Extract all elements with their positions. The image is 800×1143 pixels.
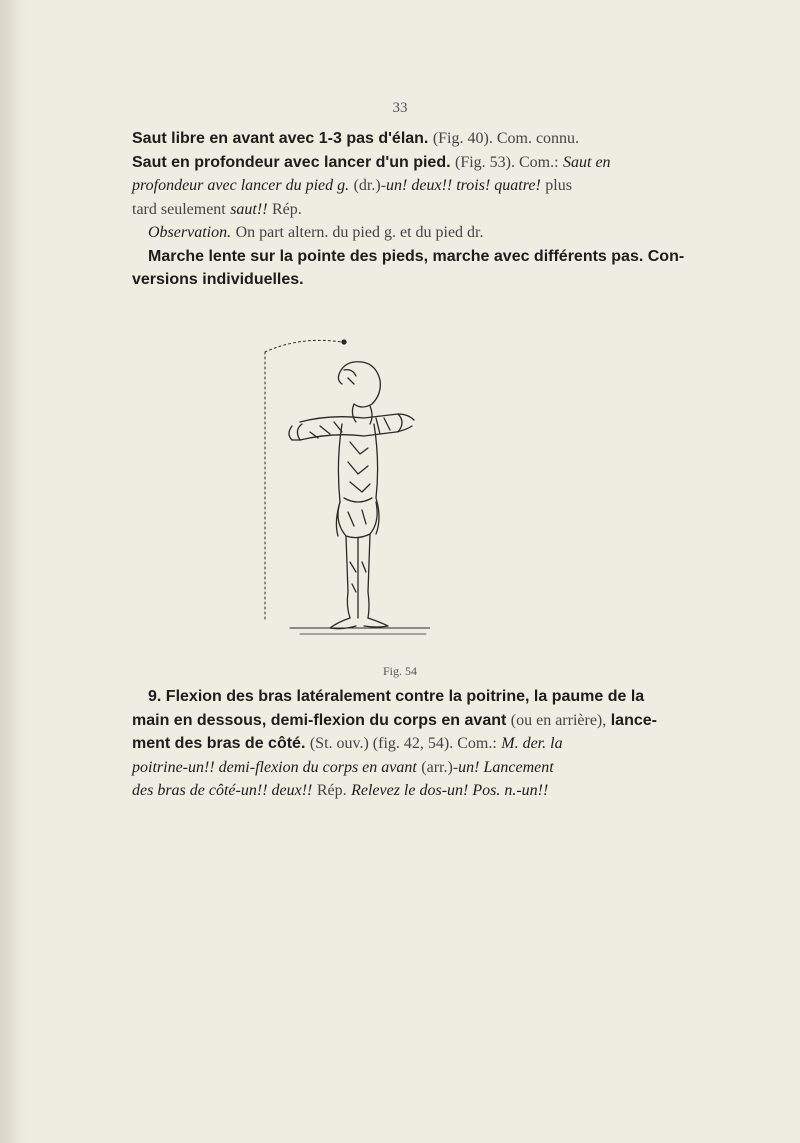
command-text: Rép. (316, 782, 347, 799)
paragraph-exercise-9 (132, 685, 692, 803)
command-italic: profondeur avec lancer du pied g. (132, 177, 350, 194)
command-text: (St. ouv.) (fig. 42, 54). Com.: (309, 735, 497, 752)
command-italic: Relevez le dos-un! Pos. n.-un!! (351, 782, 549, 799)
line-5 (132, 779, 692, 803)
line-3 (132, 732, 692, 756)
observation-text: On part altern. du pied g. et du pied dr. (235, 224, 484, 241)
marche-line: Marche lente sur la pointe des pieds, marche avec différents pas. Con- (148, 247, 685, 265)
command-text: Rép. (271, 200, 302, 218)
command-text: (Fig. 53). Com.: (454, 153, 559, 171)
observation-label: Observation. (148, 224, 232, 241)
command-text: tard seulement (132, 200, 226, 218)
command-text: (arr.)- (421, 758, 459, 776)
line-command (132, 198, 692, 222)
line-1 (132, 685, 692, 709)
command-italic: poitrine-un!! demi-flexion du corps en avant (132, 758, 417, 776)
figure-caption: Fig. 54 (382, 664, 417, 678)
line-saut-profondeur (132, 151, 692, 175)
command-text: plus (545, 177, 572, 194)
command-italic: M. der. la (501, 735, 563, 752)
observation-line (132, 221, 692, 245)
page-number: 33 (392, 100, 408, 116)
command-italic: saut!! (230, 200, 268, 218)
exercise-title-line: ment des bras de côté. (132, 735, 306, 752)
command-italic: un! Lancement (458, 758, 554, 776)
marche-line: versions individuelles. (132, 271, 304, 288)
command-text: (Fig. 40). Com. connu. (432, 130, 580, 147)
paragraph-saut (132, 127, 692, 292)
command-italic: des bras de côté-un!! deux!! (132, 782, 313, 799)
exercise-title-line: main en dessous, demi-flexion du corps en avant (132, 711, 507, 729)
exercise-title-saut-libre: Saut libre en avant avec 1-3 pas d'élan. (132, 130, 429, 147)
command-italic: un! deux!! trois! quatre! (386, 177, 541, 194)
command-text: (dr.)- (353, 177, 387, 194)
gymnast-arms-flexed-illustration (230, 322, 430, 662)
exercise-title-saut-profondeur: Saut en profondeur avec lancer d'un pied. (132, 153, 451, 171)
command-italic: Saut en (563, 153, 611, 171)
exercise-title-line: lance- (610, 711, 657, 729)
line-saut-libre (132, 127, 692, 151)
page-binding-edge (0, 0, 26, 1143)
line-4 (132, 756, 692, 780)
exercise-aside: (ou en arrière), (510, 711, 607, 729)
line-command (132, 174, 692, 198)
line-2 (132, 709, 692, 733)
exercise-title-line: Flexion des bras latéralement contre la poitrine, la paume de la (165, 688, 645, 705)
exercise-number: 9. (148, 688, 162, 705)
